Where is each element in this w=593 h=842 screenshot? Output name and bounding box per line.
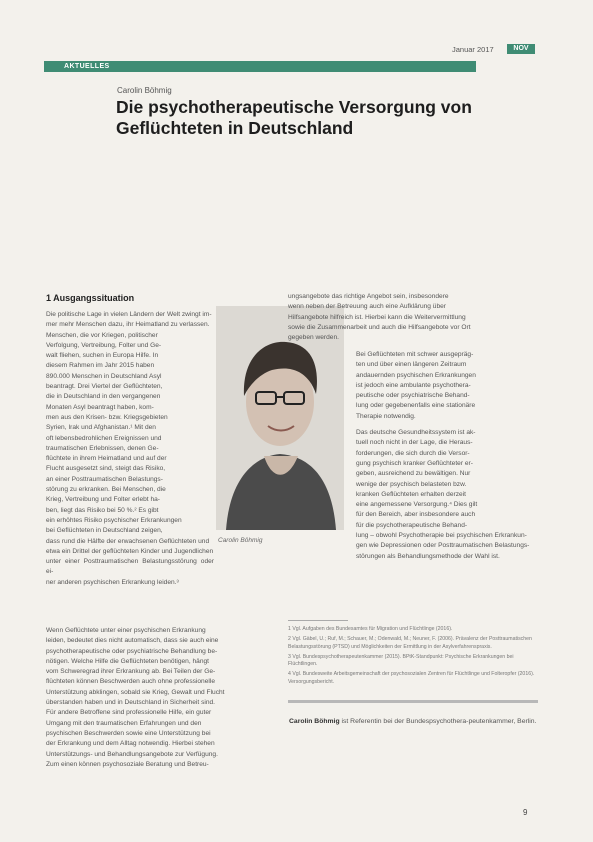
body-line: mer mehr Menschen dazu, ihr Heimatland zu verlassen.: [46, 321, 210, 329]
body-line: men aus den Krisen- bzw. Kriegsgebieten: [46, 413, 168, 421]
body-line: andauernden psychischen Erkrankungen: [356, 371, 476, 379]
body-line: ungsangebote das richtige Angebot sein, insbesondere: [288, 293, 449, 300]
body-line: Menschen, die vor Kriegen, politischer: [46, 331, 158, 339]
body-line: sowie die Zusammenarbeit und auch die Hilfsangebote vor Ort: [288, 323, 471, 331]
body-line: ein erhöhtes Risiko psychischer Erkrankungen: [46, 516, 182, 524]
body-line: Für andere Betroffene sind professionelle Hilfe, ein guter: [46, 709, 212, 717]
body-line: ten und über einen längeren Zeitraum: [356, 361, 467, 369]
body-line: die in Deutschland in den vergangenen: [46, 393, 161, 401]
body-line: kranken Geflüchteten erhalten derzeit: [356, 490, 466, 498]
body-line: Verfolgung, Vertreibung, Folter und Ge-: [46, 341, 162, 349]
page-number: 9: [523, 808, 528, 817]
body-line: gegeben werden.: [288, 334, 339, 342]
body-line: oft lebensbedrohlichen Ereignissen und: [46, 434, 162, 442]
body-line: traumatischen Erlebnissen, denen Ge-: [46, 444, 159, 452]
body-line: ben, liegt das Risiko bei 50 %.² Es gibt: [46, 506, 159, 514]
bio-divider: [288, 700, 538, 703]
author-bio: [289, 717, 537, 727]
body-line: der Erkrankung und dem Alltag notwendig. Hierbei stehen: [46, 740, 215, 748]
body-line: beantragt. Drei Viertel der Geflüchteten,: [46, 383, 163, 391]
body-line: ner anderen psychischen Erkrankung leiden.³: [46, 578, 179, 586]
body-line: eine angemessene Versorgung.⁴ Dies gilt: [356, 501, 478, 509]
body-line: Unterstützungs- und Behandlungsangebote zur Verfügung.: [46, 750, 218, 758]
footnote: 4 Vgl. Bundesweite Arbeitsgemeinschaft der psychosozialen Zentren für Flüchtlinge und Folteropfer (2016). Versorgungsbericht.: [288, 671, 535, 686]
body-line: unter einer Posttraumatischen Belastungsstörung oder ei-: [46, 558, 214, 576]
body-line: störung zu erkranken. Bei Menschen, die: [46, 486, 166, 494]
body-line: für die psychotherapeutische Behand-: [356, 521, 468, 529]
body-line: gung psychisch kranker Geflüchteter er-: [356, 459, 473, 467]
footnote: 1 Vgl. Aufgaben des Bundesamtes für Migration und Flüchtlinge (2016).: [288, 626, 453, 632]
body-line: psychotherapeutische oder psychiatrische Behandlung be-: [46, 647, 218, 655]
body-line: für den Bereich, aber insbesondere auch: [356, 511, 476, 519]
body-line: peutische oder psychiatrische Behand-: [356, 392, 470, 400]
body-line: Krieg, Vertreibung und Folter erlebt ha-: [46, 496, 160, 504]
body-line: gen wie Depressionen oder Posttraumatischen Belastungs-: [356, 542, 530, 550]
body-line: flüchtete in ihrem Heimatland und auf der: [46, 455, 167, 463]
body-line: lung – obwohl Psychotherapie bei psychischen Erkrankun-: [356, 532, 527, 540]
body-line: psychischen Beschwerden sowie eine Unterstützung bei: [46, 729, 211, 737]
body-line: geben, ausreichend zu bewältigen. Nur: [356, 470, 471, 478]
body-line: bei Geflüchteten in Deutschland zeigen,: [46, 527, 163, 535]
section-tag: AKTUELLES: [64, 63, 110, 70]
body-line: Bei Geflüchteten mit schwer ausgepräg-: [356, 351, 474, 358]
bio-text: ist Referentin bei der Bundespsychothera-peutenkammer, Berlin.: [339, 718, 537, 725]
article-author: Carolin Böhmig: [117, 86, 172, 95]
body-line: lung oder gegebenenfalls eine stationäre: [356, 402, 476, 410]
body-line: forderungen, die sich durch die Versor-: [356, 449, 470, 457]
body-line: etwa ein Drittel der geflüchteten Kinder und Jugendlichen: [46, 547, 214, 555]
section-heading: 1 Ausgangssituation: [46, 293, 135, 303]
body-line: Umgang mit den traumatischen Erfahrungen und den: [46, 719, 202, 727]
body-line: Hilfsangebote hilfreich ist. Hierbei kann die Weitervermittlung: [288, 313, 466, 321]
body-line: Flucht ausgesetzt sind, steigt das Risiko,: [46, 465, 166, 473]
right-column-top: [288, 292, 536, 343]
body-line: ist jedoch eine ambulante psychothera-: [356, 381, 471, 389]
body-line: Wenn Geflüchtete unter einer psychischen Erkrankung: [46, 627, 206, 634]
article-title: Die psychotherapeutische Versorgung von Geflüchteten in Deutschland: [116, 97, 472, 138]
body-line: Monaten Asyl beantragt haben, kom-: [46, 403, 154, 411]
footnotes: [288, 626, 536, 689]
issue-label: Januar 2017: [452, 45, 494, 54]
left-column: [46, 310, 214, 588]
body-line: Die politische Lage in vielen Ländern der Welt zwingt im-: [46, 311, 212, 318]
body-line: walt fliehen, suchen in Europa Hilfe. In: [46, 352, 159, 360]
body-line: Therapie notwendig.: [356, 412, 416, 420]
left-column-bottom: [46, 626, 280, 770]
body-line: überstanden haben und in Deutschland in Sicherheit sind.: [46, 699, 215, 707]
footnote: 3 Vgl. Bundespsychotherapeutenkammer (2015). BPtK-Standpunkt: Psychische Erkrankungen bei Flüchtlingen.: [288, 653, 514, 668]
body-line: Unterstützung abklingen, sobald sie Krieg, Gewalt und Flucht: [46, 688, 225, 696]
bio-name: Carolin Böhmig: [289, 718, 340, 725]
body-line: wenige der psychisch belasteten bzw.: [356, 480, 467, 488]
photo-caption: Carolin Böhmig: [218, 537, 263, 544]
body-line: Das deutsche Gesundheitssystem ist ak-: [356, 429, 476, 437]
body-line: störungen als Behandlungsmethode der Wahl ist.: [356, 552, 500, 560]
footnote: 2 Vgl. Gäbel, U.; Ruf, M.; Schauer, M.; Odenwald, M.; Neuner, F. (2006). Prävalenz der Posttraumatischen Belastungsstörung (PTSD) und Möglichkeiten der Ermittlung in der Asylverfahrenspraxis.: [288, 636, 532, 650]
body-line: Zum einen können psychosoziale Beratung und Betreu-: [46, 760, 209, 768]
body-line: flüchteten können Beschwerden auch ohne professionelle: [46, 678, 215, 686]
journal-badge: NOV: [507, 44, 535, 54]
body-line: dass rund die Hälfte der erwachsenen Geflüchteten und: [46, 537, 210, 545]
body-line: vom Schweregrad ihrer Erkrankung ab. Bei Teilen der Ge-: [46, 668, 216, 676]
body-line: an einer Posttraumatischen Belastungs-: [46, 475, 163, 483]
section-tag-bar: [44, 61, 476, 72]
body-line: nötigen. Welche Hilfe die Geflüchteten benötigen, hängt: [46, 657, 210, 665]
body-line: tuell noch nicht in der Lage, die Heraus-: [356, 439, 473, 447]
footnote-rule: [288, 620, 348, 621]
right-column: [356, 350, 536, 562]
body-line: leiden, bedeutet dies nicht automatisch, dass sie auch eine: [46, 637, 219, 645]
body-line: 890.000 Menschen in Deutschland Asyl: [46, 372, 162, 380]
body-line: wenn neben der Betreuung auch eine Aufklärung über: [288, 303, 447, 311]
body-line: Syrien, Irak und Afghanistan.¹ Mit den: [46, 424, 156, 432]
body-line: diesem Rahmen im Jahr 2015 haben: [46, 362, 155, 370]
